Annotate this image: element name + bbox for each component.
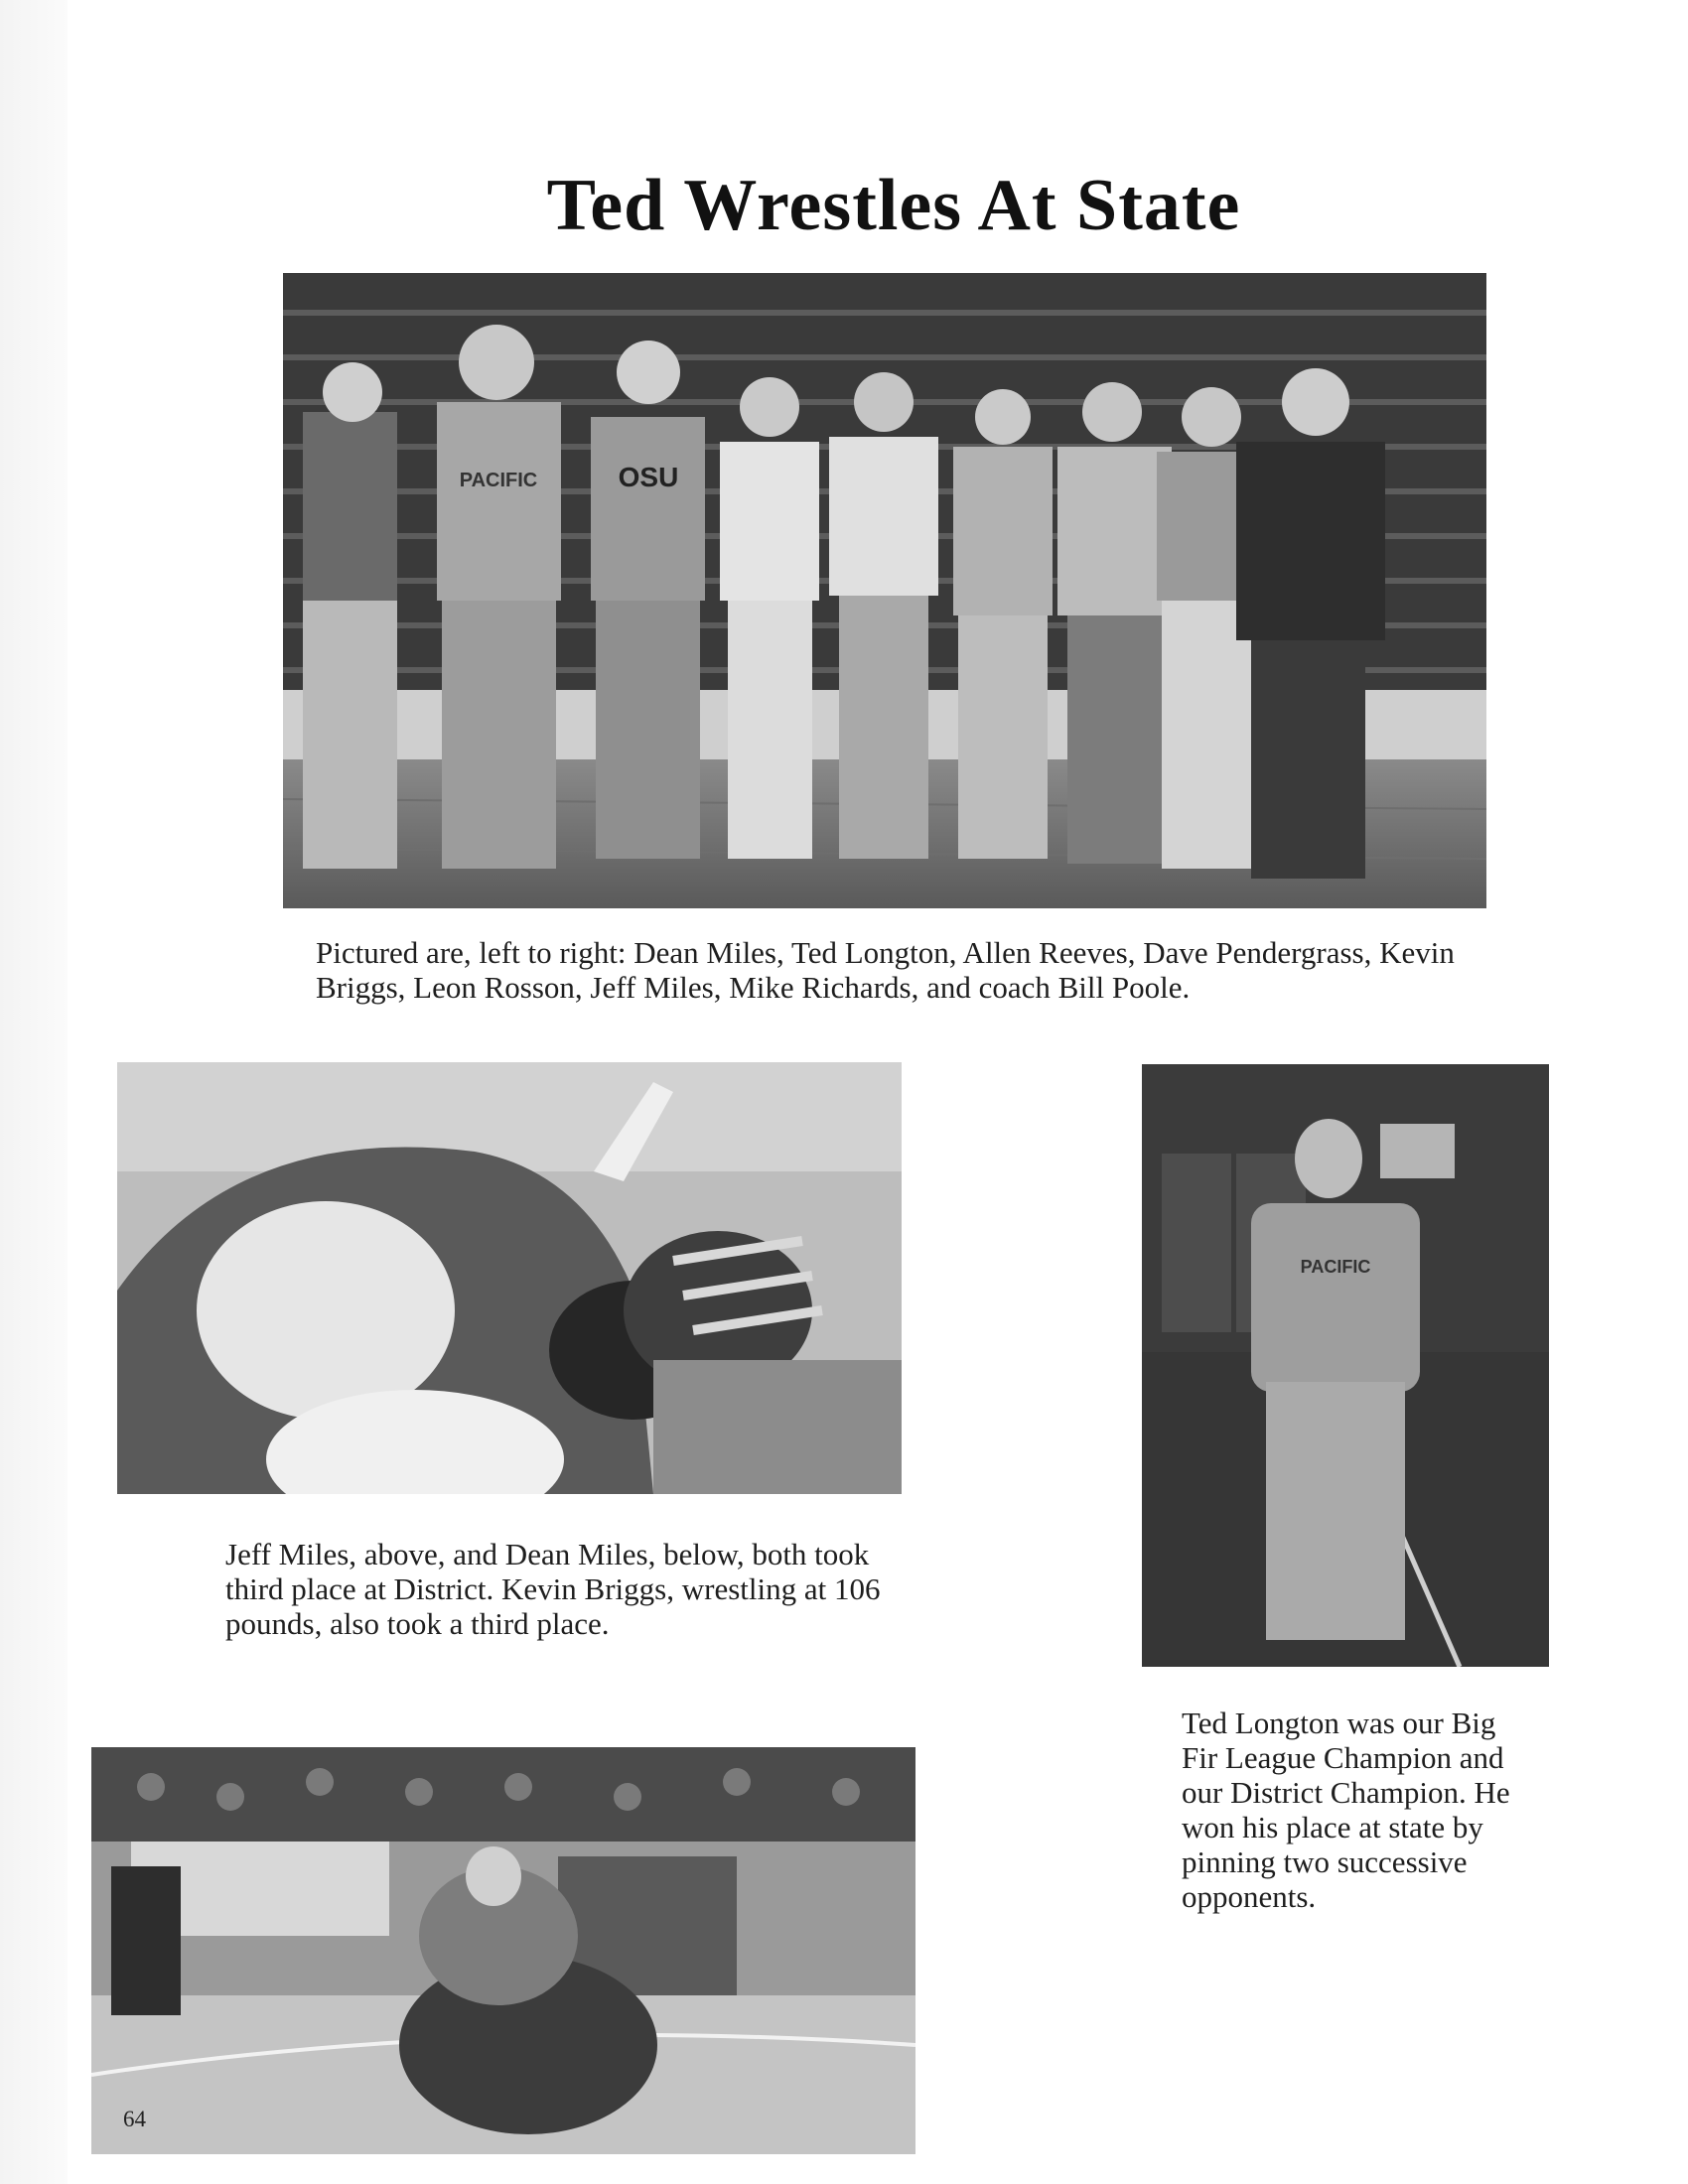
ted-shirt-text: PACIFIC — [1300, 1257, 1371, 1277]
ted-longton-caption: Ted Longton was our Big Fir League Champion and our District Champion. He won his place at state by pinning two successive opponents. — [1182, 1706, 1510, 1914]
dean-miles-wrestling-photo — [91, 1747, 915, 2154]
ted-longton-photo — [1142, 1064, 1549, 1667]
page-scan-shadow — [0, 0, 68, 2184]
jeff-miles-caption: Jeff Miles, above, and Dean Miles, below, both took third place at District. Kevin Briggs, wrestling at 106 pounds, also took a third place. — [225, 1537, 881, 1641]
team-photo-caption: Pictured are, left to right: Dean Miles, Ted Longton, Allen Reeves, Dave Pendergrass, Kevin Briggs, Leon Rosson, Jeff Miles, Mike Richards, and coach Bill Poole. — [316, 935, 1455, 1005]
page-number: 64 — [123, 2107, 146, 2131]
team-shirt-text-2: OSU — [618, 462, 679, 492]
team-photo — [283, 273, 1486, 908]
team-shirt-text-1: PACIFIC — [459, 470, 538, 491]
jeff-miles-wrestling-photo — [117, 1062, 902, 1494]
page-title: Ted Wrestles At State — [546, 165, 1241, 246]
